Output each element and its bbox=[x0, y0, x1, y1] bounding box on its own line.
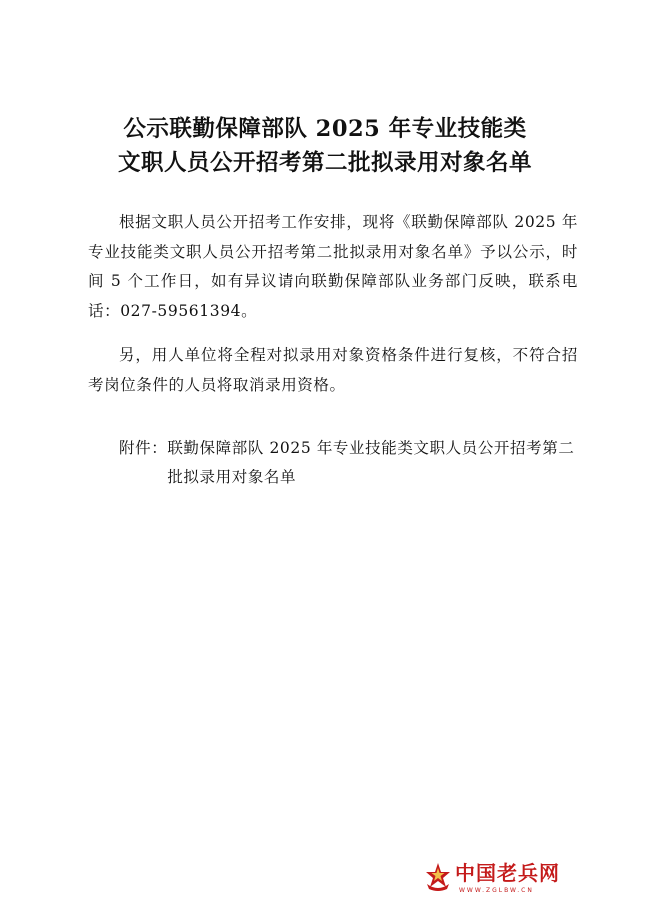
paragraph-announcement: 根据文职人员公开招考工作安排，现将《联勤保障部队 2025 年专业技能类文职人员公开招考第二批拟录用对象名单》予以公示，时间 5 个工作日，如有异议请向联勤保障部队业务部门反映，联系电话：027-59561394。 bbox=[88, 213, 578, 320]
army-star-icon bbox=[425, 862, 451, 892]
attachment-line bbox=[119, 434, 589, 492]
title-line-2: 文职人员公开招考第二批拟录用对象名单 bbox=[117, 150, 532, 176]
attachment-label: 附件： bbox=[119, 439, 168, 457]
title-line-1: 公示联勤保障部队 2025 年专业技能类 bbox=[123, 116, 527, 142]
watermark-logo bbox=[425, 860, 585, 904]
paragraph-review-note: 另，用人单位将全程对拟录用对象资格条件进行复核，不符合招考岗位条件的人员将取消录用资格。 bbox=[88, 346, 578, 394]
attachment-text: 联勤保障部队 2025 年专业技能类文职人员公开招考第二批拟录用对象名单 bbox=[167, 439, 575, 486]
document-title bbox=[60, 112, 590, 180]
watermark-site-name: 中国老兵网 bbox=[455, 861, 560, 885]
watermark-site-url: WWW.ZGLBW.CN bbox=[459, 887, 534, 894]
